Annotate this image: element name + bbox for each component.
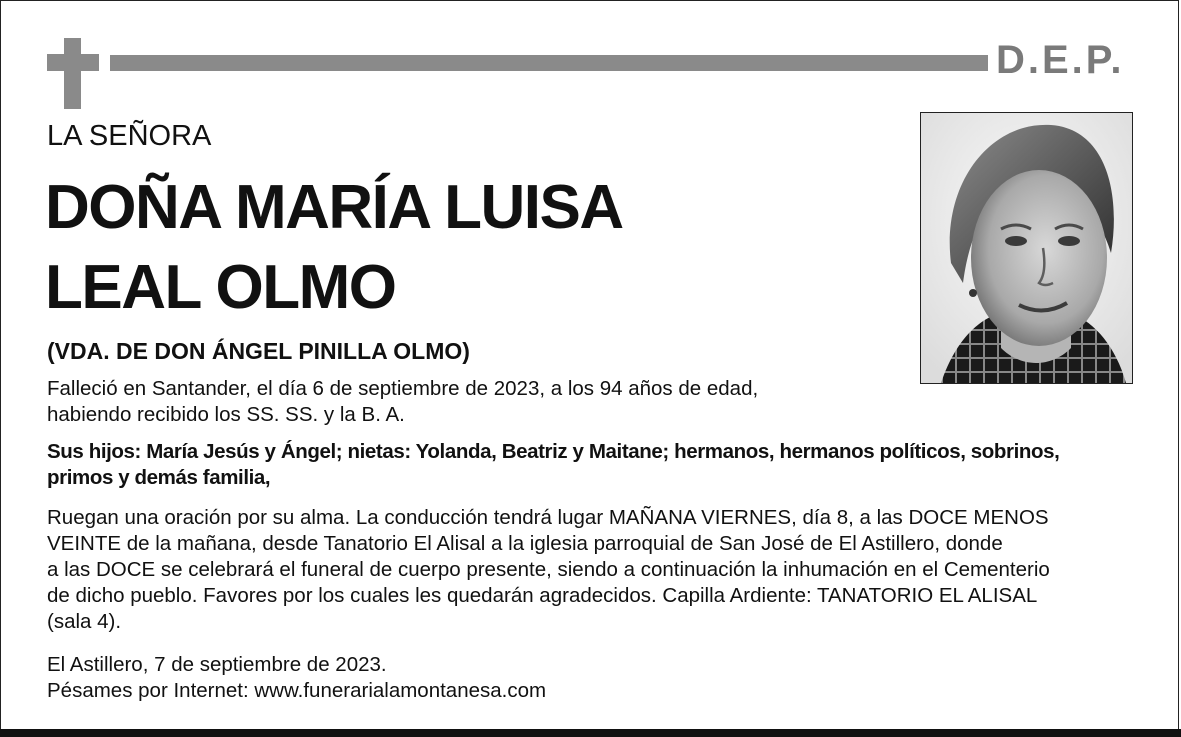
closing	[47, 652, 847, 704]
widow-note: (VDA. DE DON ÁNGEL PINILLA OLMO)	[47, 338, 470, 364]
place-date: El Astillero, 7 de septiembre de 2023.	[47, 653, 387, 676]
bottom-rule	[0, 729, 1181, 737]
family-line-2: primos y demás familia,	[47, 466, 271, 489]
honorific: LA SEÑORA	[47, 120, 212, 152]
portrait-photo	[920, 112, 1133, 384]
deceased-name-line2: LEAL OLMO	[45, 253, 396, 322]
service-line-5: (sala 4).	[47, 610, 122, 633]
service-line-1: Ruegan una oración por su alma. La conducción tendrá lugar MAÑANA VIERNES, día 8, a las DOCE MENOS	[47, 506, 1049, 529]
death-notice	[47, 376, 847, 428]
service-line-3: a las DOCE se celebrará el funeral de cuerpo presente, siendo a continuación la inhumación en el Cementerio	[47, 558, 1050, 581]
condolences-link[interactable]: Pésames por Internet: www.funerarialamontanesa.com	[47, 679, 547, 702]
header-rule	[110, 55, 988, 71]
death-line-1: Falleció en Santander, el día 6 de septiembre de 2023, a los 94 años de edad,	[47, 377, 759, 400]
death-line-2: habiendo recibido los SS. SS. y la B. A.	[47, 403, 405, 426]
service-notice	[47, 505, 1147, 635]
family-line-1: Sus hijos: María Jesús y Ángel; nietas: Yolanda, Beatriz y Maitane; hermanos, hermanos políticos, sobrinos,	[47, 440, 1060, 463]
dep-label: D.E.P.	[996, 38, 1125, 82]
deceased-name	[45, 168, 623, 328]
service-line-2: VEINTE de la mañana, desde Tanatorio El Alisal a la iglesia parroquial de San José de El Astillero, donde	[47, 532, 1003, 555]
deceased-name-line1: DOÑA MARÍA LUISA	[45, 173, 623, 242]
service-line-4: de dicho pueblo. Favores por los cuales les quedarán agradecidos. Capilla Ardiente: TANATORIO EL ALISAL	[47, 584, 1038, 607]
cross-icon	[64, 38, 81, 109]
portrait-illustration	[921, 113, 1132, 383]
cross-icon-bar	[47, 54, 99, 71]
family-notice	[47, 439, 1147, 491]
